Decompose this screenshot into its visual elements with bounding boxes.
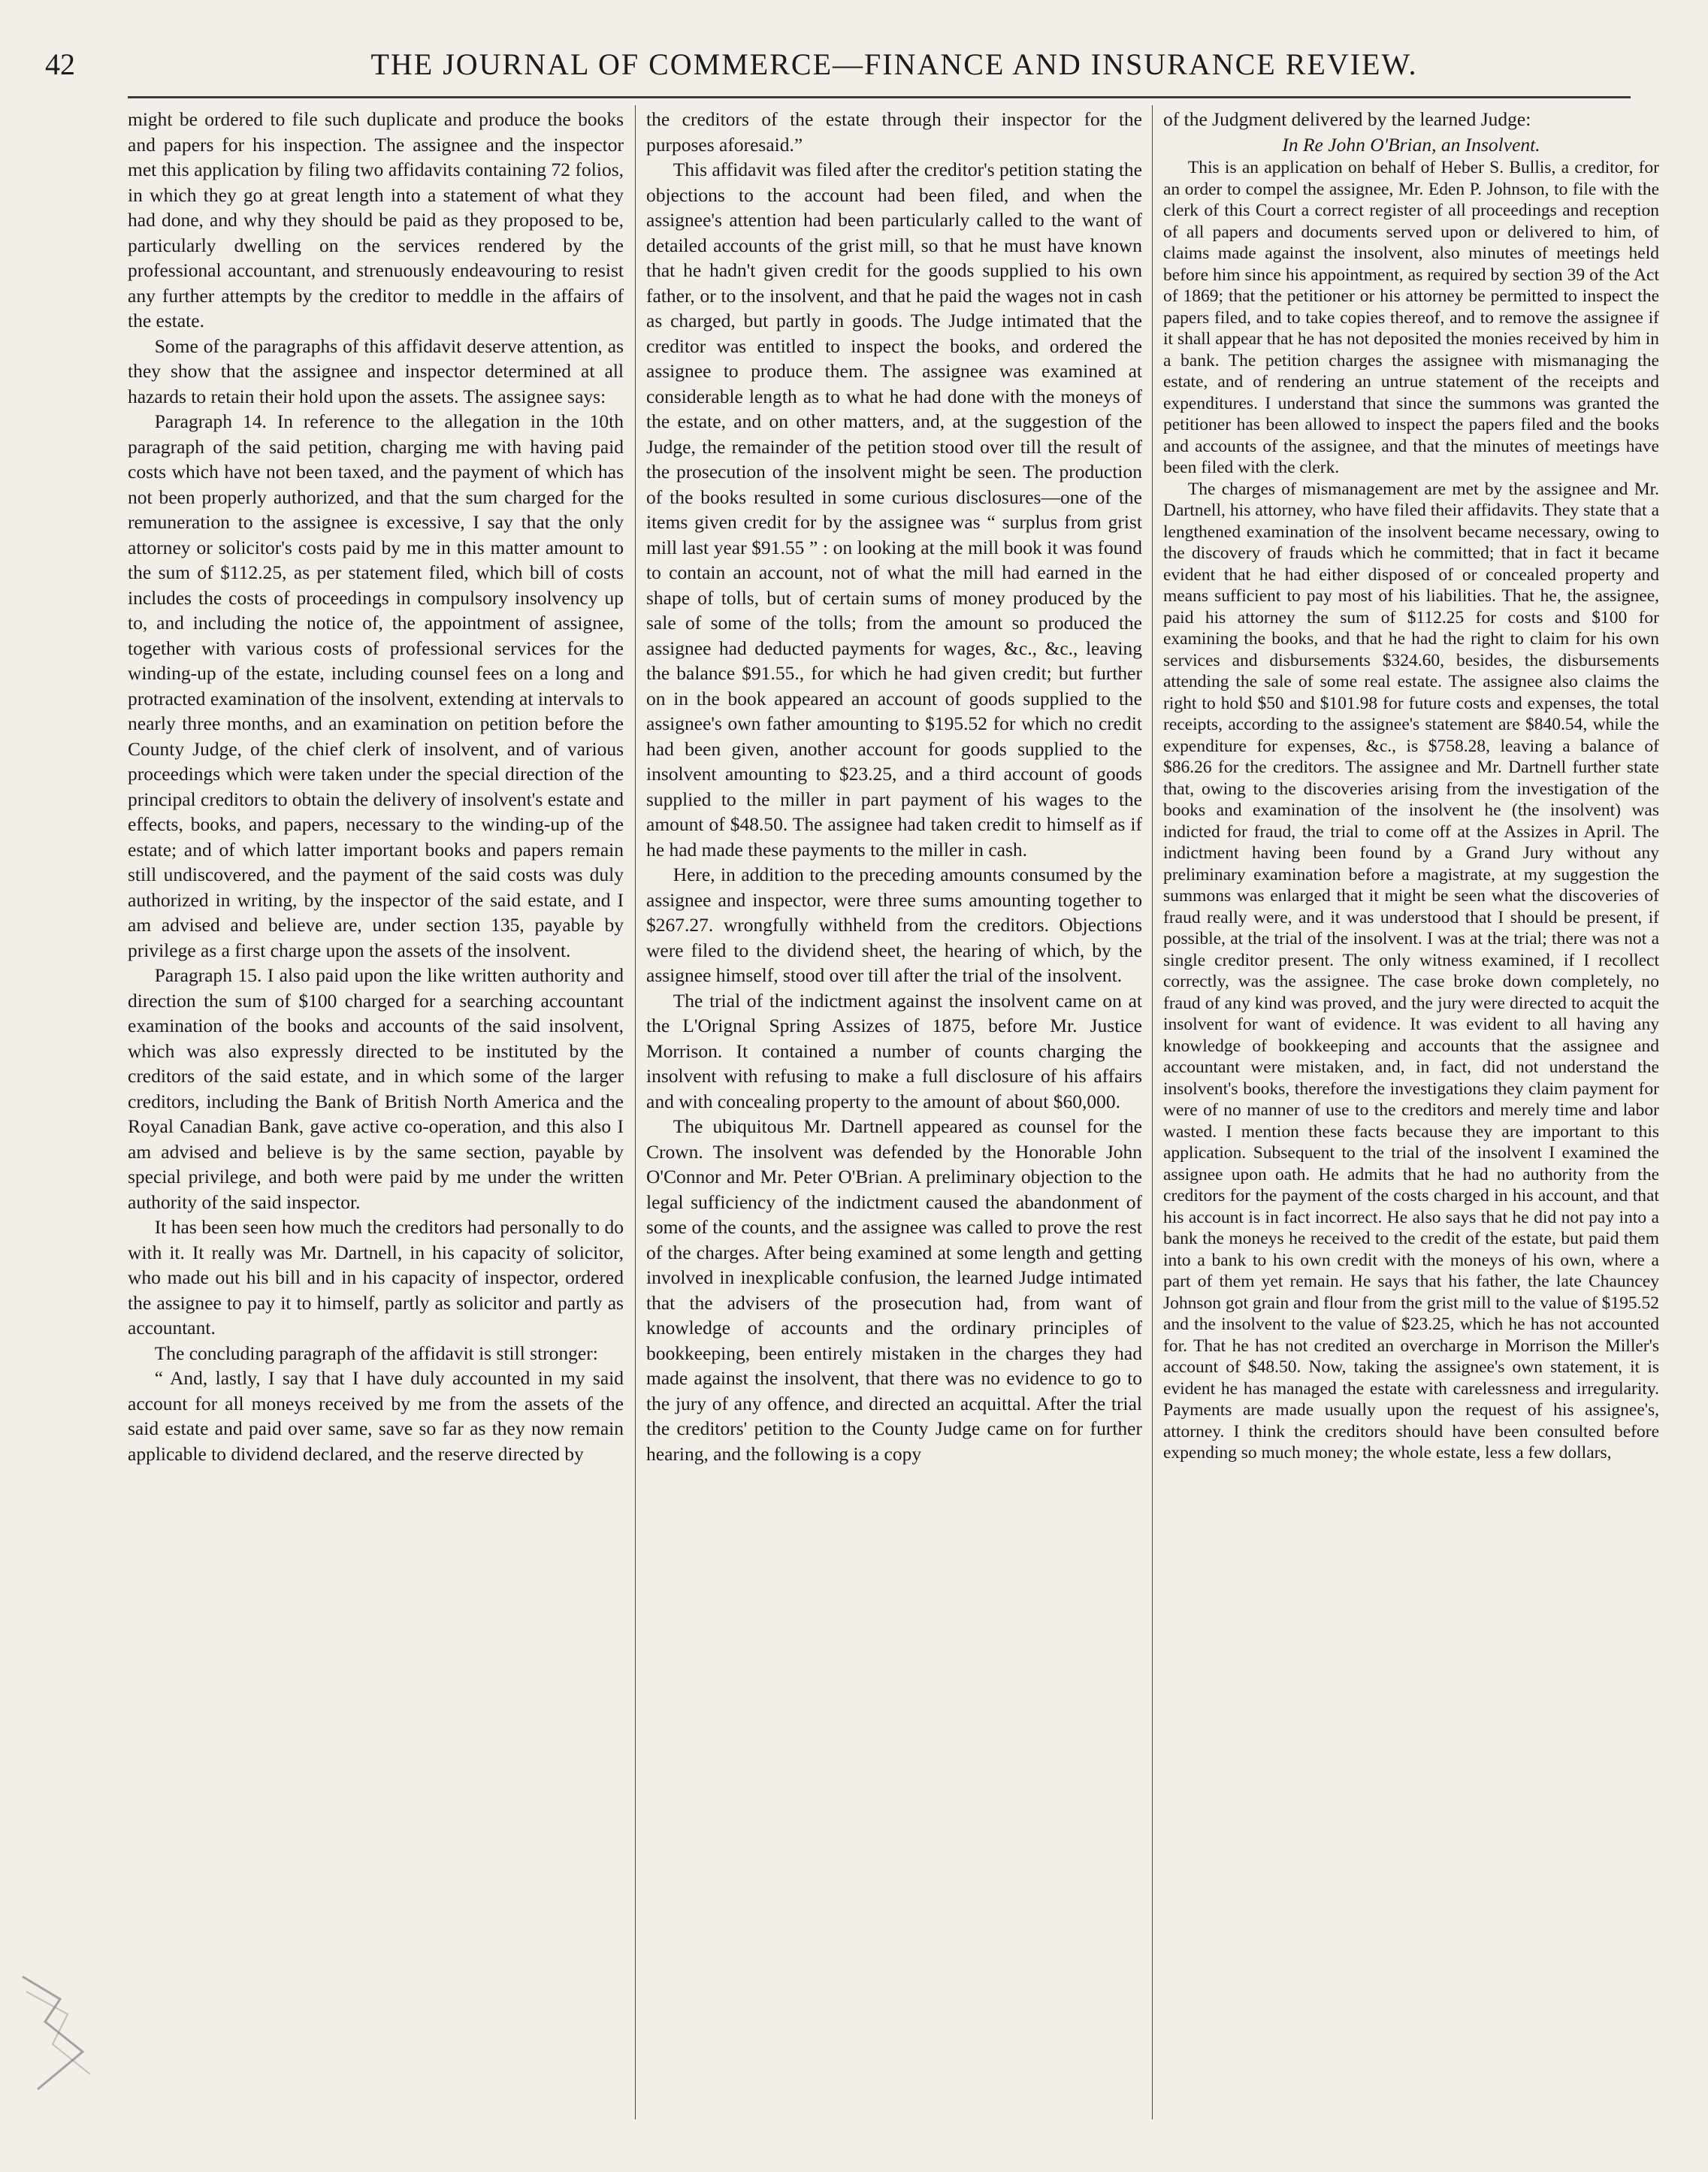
column-divider-2 [1152,105,1153,2119]
paragraph: “ And, lastly, I say that I have duly accounted in my said account for all moneys received by me from the assets of the said estate and paid over same, save so far as they now remain applicable to dividend declared, and the reserve directed by [128,1367,624,1465]
column-divider-1 [635,105,636,2119]
paragraph: This affidavit was filed after the creditor's petition stating the objections to the account had been filed, and when the assignee's attention had been particularly called to the want of detailed accounts of the grist mill, so that he must have known that he hadn't given credit for the goods supplied to his own father, or to the insolvent, and that he paid the wages not in cash as charged, but partly in goods. The Judge intimated that the creditor was entitled to inspect the books, and ordered the assignee to produce them. The assignee was examined at considerable length as to what he had done with the moneys of the estate, and on other matters, and, at the suggestion of the Judge, the remainder of the petition stood over till the result of the prosecution of the insolvent might be seen. The production of the books resulted in some curious disclosures—one of the items given credit for by the assignee was “ surplus from grist mill last year $91.55 ” : on looking at the mill book it was found to contain an account, not of what the mill had earned in the shape of tolls, but of certain sums of money produced by the sale of some of the tolls; from the amount so produced the assignee had deducted payments for wages, &c., &c., leaving the balance $91.55., for which he had given credit; but further on in the book appeared an account of goods supplied to the assignee's own father amounting to $195.52 for which no credit had been given, another account for goods supplied to the insolvent amounting to $23.25, and a third account of goods supplied to the miller in part payment of his wages to the amount of $48.50. The assignee had taken credit to himself as if he had made these payments to the miller in cash. [646,159,1142,861]
paragraph: Paragraph 14. In reference to the allegation in the 10th paragraph of the said petition, charging me with having paid costs which have not been taxed, and the payment of which has not been properly authorized, and that the sum charged for the remuneration to the assignee is excessive, I say that the only attorney or solicitor's costs paid by me in this matter amount to the sum of $112.25, as per statement filed, which bill of costs includes the costs of proceedings in compulsory insolvency up to, and including the notice of, the appointment of assignee, together with various costs of professional services for the winding-up of the estate, including counsel fees on a long and protracted examination of the insolvent, extending at intervals to nearly three months, and an examination on petition before the County Judge, of the chief clerk of insolvent, and of various proceedings which were taken under the special direction of the principal creditors to obtain the delivery of insolvent's estate and effects, books, and papers, necessary to the winding-up of the estate; and of which latter important books and papers remain still undiscovered, and the payment of the said costs was duly authorized in writing, by the inspector of the said estate, and I am advised and believe are, under section 135, payable by privilege as a first charge upon the assets of the insolvent. [128,410,624,961]
header-rule [128,96,1631,98]
paragraph: The concluding paragraph of the affidavit is still stronger: [154,1342,598,1364]
paragraph: Here, in addition to the preceding amounts consumed by the assignee and inspector, were three sums amounting together to $267.27. wrongfully withheld from the creditors. Objections were filed to the dividend sheet, the hearing of which, by the assignee himself, stood over till after the trial of the insolvent. [646,864,1142,986]
paragraph: Paragraph 15. I also paid upon the like written authority and direction the sum of $100 charged for a searching accountant examination of the books and accounts of the said insolvent, which was also expressly directed to be instituted by the creditors of the said estate, and in which some of the larger creditors, including the Bank of British North America and the Royal Canadian Bank, gave active co-operation, and this also I am advised and believe is by the same section, payable by special privilege, and both were paid by me under the written authority of the said inspector. [128,964,624,1213]
paragraph: The ubiquitous Mr. Dartnell appeared as counsel for the Crown. The insolvent was defended by the Honorable John O'Connor and Mr. Peter O'Brian. A preliminary objection to the legal sufficiency of the indictment caused the abandonment of some of the counts, and the assignee was called to prove the rest of the charges. After being examined at some length and getting involved in inexplicable confusion, the learned Judge intimated that the advisers of the prosecution had, from want of knowledge of accounts and the ordinary principles of bookkeeping, been entirely mistaken in the charges they had made against the insolvent, that there was no evidence to go to the jury of any offence, and directed an acquittal. After the trial the creditors' petition to the County Judge came on for further hearing, and the following is a copy [646,1115,1142,1465]
judgment-intro: of the Judgment delivered by the learned Judge: [1163,108,1531,130]
text-column-1 [128,107,624,2121]
page-header [45,47,1631,92]
text-column-3 [1163,107,1659,2121]
paragraph: the creditors of the estate through their inspector for the purposes aforesaid.” [646,108,1142,156]
paragraph: The trial of the indictment against the insolvent came on at the L'Orignal Spring Assizes of 1875, before Mr. Justice Morrison. It contained a number of counts charging the insolvent with refusing to make a full disclosure of his affairs and with concealing property to the amount of about $60,000. [646,989,1142,1112]
print-smudge-mark [15,1969,105,2097]
case-title: In Re John O'Brian, an Insolvent. [1282,133,1540,156]
page-number: 42 [45,47,75,81]
paragraph: Some of the paragraphs of this affidavit deserve attention, as they show that the assignee and inspector determined at all hazards to retain their hold upon the assets. The assignee says: [128,334,624,407]
paragraph: It has been seen how much the creditors had personally to do with it. It really was Mr. Dartnell, in his capacity of solicitor, who made out his bill and in his capacity of inspector, ordered the assignee to pay it to himself, partly as solicitor and partly as accountant. [128,1216,624,1339]
paragraph: This is an application on behalf of Heber S. Bullis, a creditor, for an order to compel the assignee, Mr. Eden P. Johnson, to file with the clerk of this Court a correct register of all proceedings and reception of all papers and documents served upon or delivered to him, of claims made against the insolvent, also minutes of meetings held before him since his appointment, as required by section 39 of the Act of 1869; that the petitioner or his attorney be permitted to inspect the papers filed, and to take copies thereof, and to remove the assignee if it shall appear that he has not deposited the monies received by him in a bank. The petition charges the assignee with mismanaging the estate, and of rendering an untrue statement of the receipts and expenditures. I understand that since the summons was granted the petitioner has been allowed to inspect the papers filed and the books and accounts of the assignee, and that the minutes of meetings have been filed with the clerk. [1163,158,1659,477]
journal-masthead: THE JOURNAL OF COMMERCE—FINANCE AND INSURANCE REVIEW. [370,47,1418,81]
paragraph: might be ordered to file such duplicate and produce the books and papers for his inspection. The assignee and the inspector met this application by filing two affidavits containing 72 folios, in which they go at great length into a statement of what they had done, and why they should be paid as they proposed to be, particularly dwelling on the services rendered by the professional accountant, and strenuously endeavouring to resist any further attempts by the creditor to meddle in the affairs of the estate. [128,108,624,331]
paragraph: The charges of mismanagement are met by the assignee and Mr. Dartnell, his attorney, who have filed their affidavits. They state that a lengthened examination of the insolvent became necessary, owing to the discovery of frauds which he committed; that in fact it became evident that he had either disposed of or concealed property and means sufficient to pay most of his liabilities. That he, the assignee, paid his attorney the sum of $112.25 for costs and $100 for examining the books, and that he had the right to claim for his own services and disbursements $324.60, besides, the disbursements attending the sale of some real estate. The assignee also claims the right to hold $50 and $101.98 for future costs and expenses, the total receipts, according to the assignee's statement are $840.54, while the expenditure for expenses, &c., is $758.28, leaving a balance of $86.26 for the creditors. The assignee and Mr. Dartnell further state that, owing to the discoveries arising from the investigation of the books and examination of the insolvent he (the insolvent) was indicted for fraud, the trial to come off at the Assizes in April. The indictment having been found by a Grand Jury without any preliminary examination before a magistrate, at my suggestion the summons was enlarged that it might be seen what the discoveries of fraud really were, and it was understood that I should be present, if possible, at the trial of the insolvent. I was at the trial; there was not a single creditor present. The only witness examined, if I recollect correctly, was the assignee. The case broke down completely, no fraud of any kind was proved, and the jury were directed to acquit the insolvent for want of evidence. It was evident to all having any knowledge of bookkeeping and accounts that the assignee and accountant were mistaken, and, in fact, did not understand the insolvent's books, therefore the investigations they claim payment for were of no manner of use to the creditors and merely time and labor wasted. I mention these facts because they are important to this application. Subsequent to the trial of the insolvent I examined the assignee upon oath. He admits that he had no authority from the creditors for the payment of the costs charged in his account, and that his account is in fact incorrect. He also says that he did not pay into a bank the moneys he received to the credit of the estate, but paid them into a bank to his own credit with the moneys of his own, where a part of them yet remain. He says that his father, the late Chauncey Johnson got grain and flour from the grist mill to the value of $195.52 and the insolvent to the value of $23.25, which he has not accounted for. That he has not credited an overcharge in Morrison the Miller's account of $48.50. Now, taking the assignee's own statement, it is evident he has managed the estate with carelessness and irregularity. Payments are made usually upon the request of his assignee's, attorney. I think the creditors should have been consulted before expending so much money; the whole estate, less a few dollars, [1163,479,1659,1463]
text-column-2 [646,107,1142,2121]
